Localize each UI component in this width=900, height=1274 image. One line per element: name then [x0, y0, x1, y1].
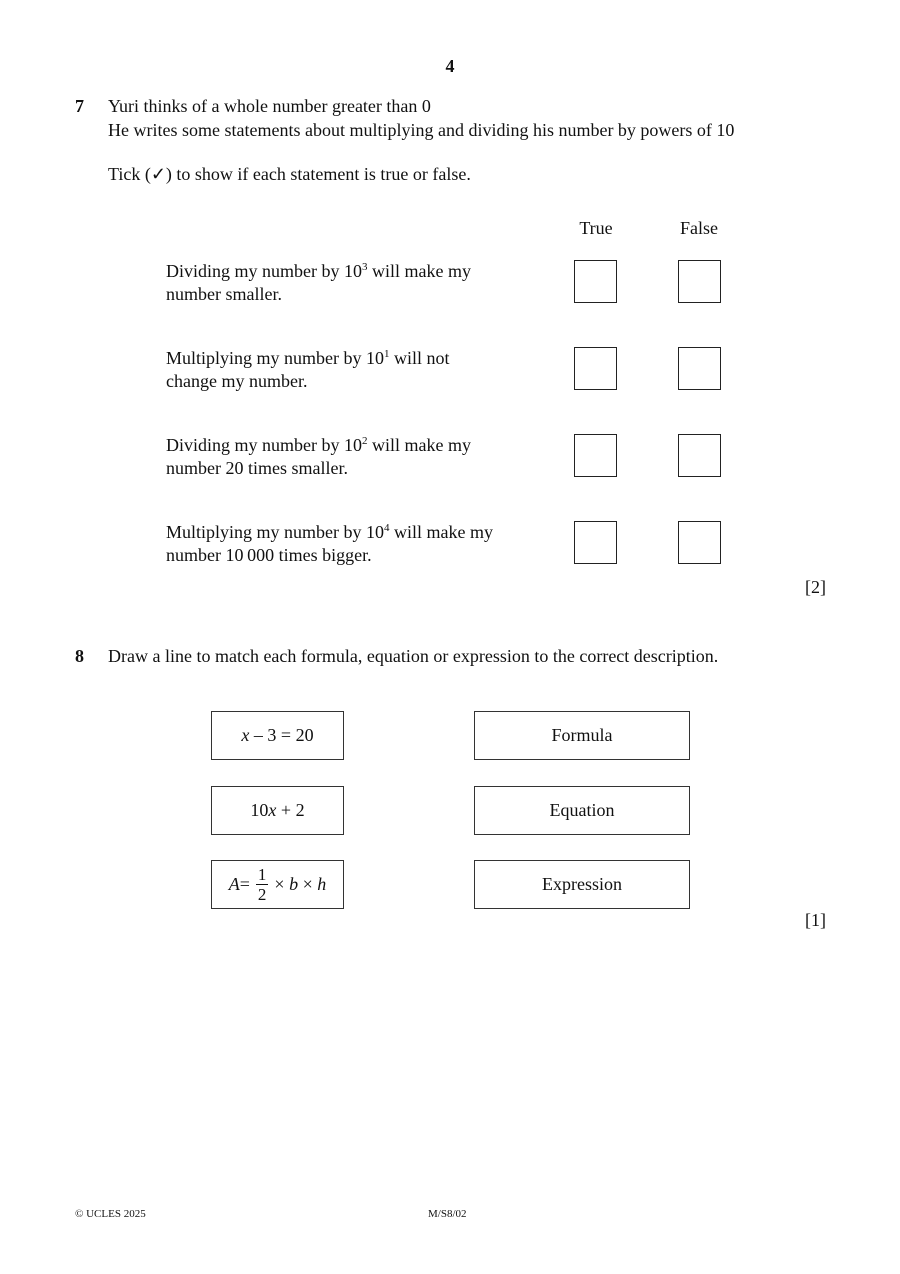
false-column-header: False [680, 218, 718, 238]
statement-4 [166, 521, 556, 567]
variable-a: A [228, 874, 240, 894]
statement-3-line-2: number 20 times smaller. [166, 458, 348, 478]
statement-3-text: Dividing my number by 10 [166, 435, 362, 455]
statement-1-text: Dividing my number by 10 [166, 261, 362, 281]
question-8-number: 8 [75, 646, 84, 666]
description-expression: Expression [542, 874, 622, 894]
question-7-instruction: Tick (✓) to show if each statement is true or false. [108, 164, 471, 184]
page-number: 4 [445, 56, 455, 76]
description-formula: Formula [551, 725, 613, 745]
match-left-equation-box[interactable] [211, 711, 344, 760]
statement-4-text: Multiplying my number by 10 [166, 522, 384, 542]
item-2-coefficient: 10 [250, 800, 269, 820]
match-left-expression-box[interactable] [211, 786, 344, 835]
times-sign-1: × [274, 874, 290, 894]
statement-1-true-box[interactable] [574, 260, 617, 303]
question-7-marks: [2] [805, 577, 826, 597]
statement-4-false-box[interactable] [678, 521, 721, 564]
statement-3-exponent: 2 [362, 435, 368, 447]
question-7-line-1: Yuri thinks of a whole number greater than 0 [108, 96, 431, 116]
variable-x: x [268, 800, 277, 820]
item-1-rest: – 3 = 20 [249, 725, 314, 745]
fraction-half [256, 865, 269, 904]
equals-sign: = [239, 874, 250, 894]
statement-1-exponent: 3 [362, 261, 368, 273]
statement-4-line-2: number 10 000 times bigger. [166, 545, 372, 565]
match-left-formula-box[interactable] [211, 860, 344, 909]
variable-h: h [317, 874, 327, 894]
match-right-equation-box[interactable] [474, 786, 690, 835]
statement-3-true-box[interactable] [574, 434, 617, 477]
statement-2 [166, 347, 556, 393]
statement-2-text-end: will not [389, 348, 450, 368]
variable-x: x [241, 725, 250, 745]
statement-3 [166, 434, 556, 480]
statement-3-text-end: will make my [367, 435, 471, 455]
statement-3-false-box[interactable] [678, 434, 721, 477]
statement-4-text-end: will make my [389, 522, 493, 542]
statement-2-exponent: 1 [384, 348, 390, 360]
statement-2-true-box[interactable] [574, 347, 617, 390]
item-2-rest: + 2 [276, 800, 305, 820]
fraction-denominator: 2 [257, 885, 267, 904]
statement-1-line-2: number smaller. [166, 284, 282, 304]
variable-b: b [289, 874, 299, 894]
question-8-text: Draw a line to match each formula, equation or expression to the correct description. [108, 646, 719, 666]
statement-1 [166, 260, 556, 306]
statement-2-false-box[interactable] [678, 347, 721, 390]
match-right-formula-box[interactable] [474, 711, 690, 760]
footer-copyright: © UCLES 2025 [75, 1208, 146, 1220]
statement-4-exponent: 4 [384, 522, 390, 534]
question-7-line-2: He writes some statements about multiplying and dividing his number by powers of 10 [108, 120, 735, 140]
question-7-number: 7 [75, 96, 84, 116]
statement-2-line-2: change my number. [166, 371, 308, 391]
statement-2-text: Multiplying my number by 10 [166, 348, 384, 368]
description-equation: Equation [549, 800, 615, 820]
times-sign-2: × [298, 874, 318, 894]
statement-4-true-box[interactable] [574, 521, 617, 564]
question-8-marks: [1] [805, 910, 826, 930]
fraction-numerator: 1 [257, 865, 267, 884]
true-column-header: True [579, 218, 613, 238]
footer-paper-code: M/S8/02 [428, 1208, 467, 1220]
match-right-expression-box[interactable] [474, 860, 690, 909]
statement-1-false-box[interactable] [678, 260, 721, 303]
statement-1-text-end: will make my [367, 261, 471, 281]
